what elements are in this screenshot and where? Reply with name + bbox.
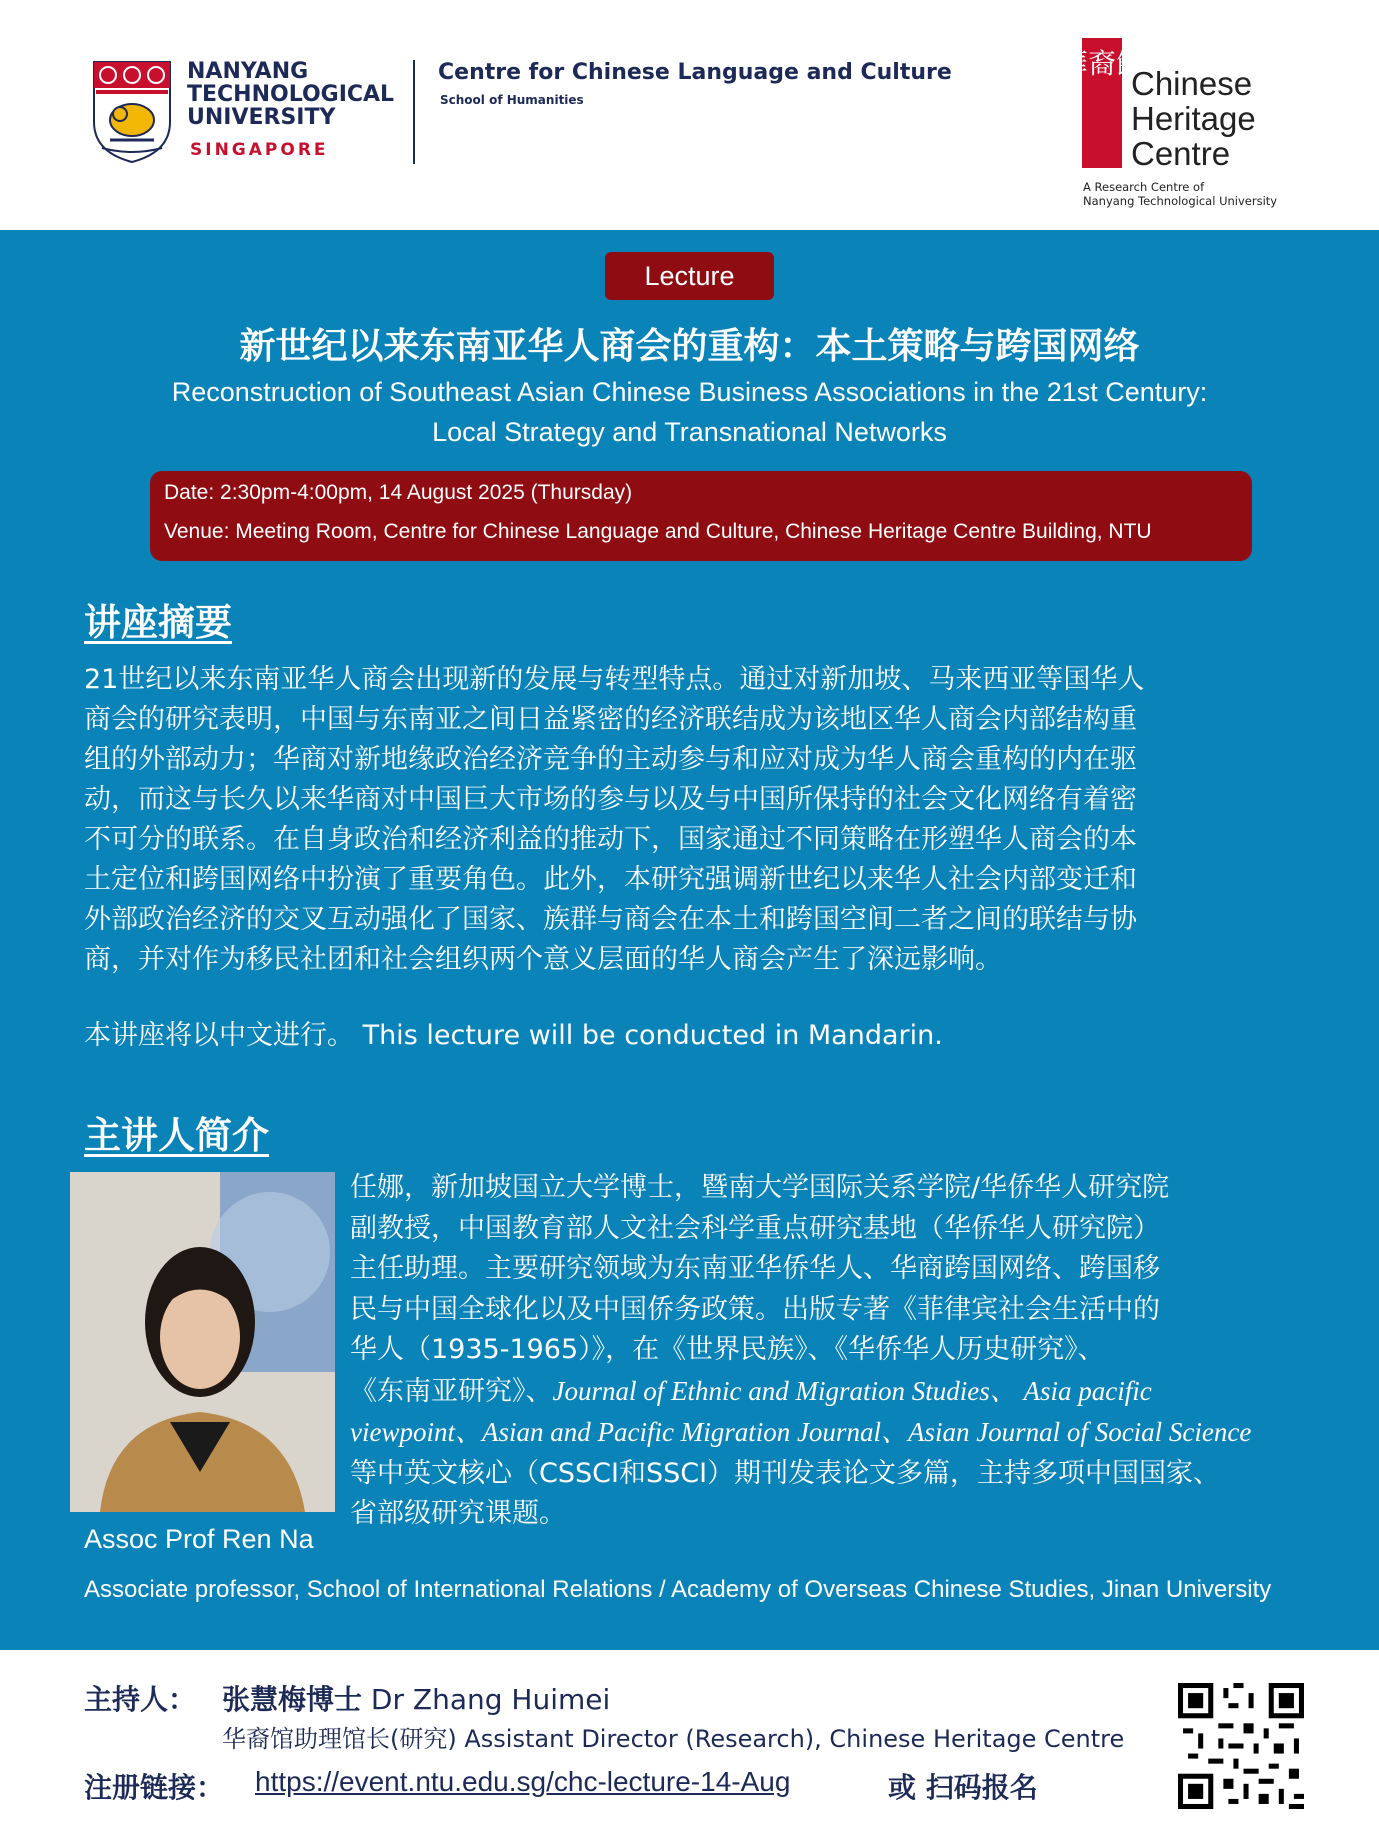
abstract-line: 土定位和跨国网络中扮演了重要角色。此外，本研究强调新世纪以来华人社会内部变迁和 (84, 864, 1137, 895)
host-label: 主持人： (84, 1683, 197, 1716)
language-note: 本讲座将以中文进行。 This lecture will be conducted in Mandarin. (84, 1020, 943, 1051)
centre-school: School of Humanities (440, 93, 584, 107)
abstract-heading: 讲座摘要 (84, 601, 232, 644)
header-divider (413, 60, 415, 164)
title-english-line: Local Strategy and Transnational Networks (432, 417, 947, 447)
bio-line (350, 1412, 1251, 1454)
registration-scan-note: 或 扫码报名 (888, 1771, 1038, 1804)
speaker-photo (70, 1172, 335, 1512)
abstract-line: 商会的研究表明，中国与东南亚之间日益紧密的经济联结成为该地区华人商会内部结构重 (84, 704, 1137, 735)
venue-line (164, 520, 1152, 544)
bio-line: 等中英文核心（CSSCI和SSCI）期刊发表论文多篇，主持多项中国国家、 (350, 1457, 1221, 1489)
chc-name-line: Heritage (1131, 100, 1256, 137)
bio-line (350, 1371, 1251, 1413)
bio-line: 副教授，中国教育部人文社会科学重点研究基地（华侨华人研究院） (350, 1212, 1160, 1244)
abstract-line: 21世纪以来东南亚华人商会出现新的发展与转型特点。通过对新加坡、马来西亚等国华人 (84, 664, 1145, 695)
chc-name (1131, 66, 1256, 171)
speaker-heading: 主讲人简介 (84, 1114, 269, 1157)
abstract-line: 商，并对作为移民社团和社会组织两个意义层面的华人商会产生了深远影响。 (84, 944, 1002, 975)
centre-title: Centre for Chinese Language and Culture (438, 60, 952, 85)
date-label: Date: (164, 481, 215, 504)
abstract-line: 组的外部动力；华商对新地缘政治经济竞争的主动参与和应对成为华人商会重构的内在驱 (84, 744, 1137, 775)
chc-name-line: Chinese (1131, 65, 1253, 102)
ntu-name (187, 60, 394, 129)
ntu-crest-logo (92, 60, 172, 164)
chc-subtitle (1083, 180, 1277, 208)
title-chinese: 新世纪以来东南亚华人商会的重构：本土策略与跨国网络 (239, 326, 1140, 367)
abstract-text (84, 660, 1304, 980)
speaker-name: Assoc Prof Ren Na (84, 1524, 314, 1554)
bio-journal-names: Journal of Ethnic and Migration Studies、 Asia pacific (552, 1375, 1152, 1406)
bio-line: 省部级研究课题。 (350, 1498, 566, 1529)
host-name (222, 1678, 610, 1718)
title-english (0, 372, 1379, 452)
chc-subtitle-line: Nanyang Technological University (1083, 194, 1278, 208)
lecture-badge: Lecture (605, 252, 774, 300)
registration-link[interactable]: https://event.ntu.edu.sg/chc-lecture-14-Aug (255, 1766, 791, 1797)
host-name-en: Dr Zhang Huimei (362, 1683, 611, 1716)
abstract-line: 不可分的联系。在自身政治和经济利益的推动下，国家通过不同策略在形塑华人商会的本 (84, 824, 1137, 855)
ntu-name-line: UNIVERSITY (187, 105, 336, 130)
title-english-line: Reconstruction of Southeast Asian Chinese Business Associations in the 21st Century: (171, 377, 1208, 407)
svg-text:華裔館: 華裔館 (1059, 47, 1145, 80)
ntu-name-line: NANYANG (187, 59, 309, 84)
chc-subtitle-line: A Research Centre of (1083, 180, 1205, 194)
date-line (164, 481, 632, 505)
bio-line: 任娜，新加坡国立大学博士，暨南大学国际关系学院/华侨华人研究院 (350, 1172, 1170, 1203)
qr-code-icon[interactable] (1178, 1683, 1304, 1809)
venue-label: Venue: (164, 520, 230, 543)
bio-line: 华人（1935-1965）》，在《世界民族》、《华侨华人历史研究》、 (350, 1334, 1105, 1365)
bio-text: 《东南亚研究》、 (350, 1375, 553, 1407)
ntu-country: SINGAPORE (190, 140, 329, 160)
ntu-name-line: TECHNOLOGICAL (187, 82, 395, 107)
event-info-box (150, 471, 1252, 561)
chc-seal-logo (1059, 38, 1145, 168)
host-name-zh: 张慧梅博士 (222, 1683, 363, 1716)
abstract-line: 外部政治经济的交叉互动强化了国家、族群与商会在本土和跨国空间二者之间的联结与协 (84, 904, 1137, 935)
date-value: 2:30pm-4:00pm, 14 August 2025 (Thursday) (214, 481, 633, 504)
speaker-bio (350, 1168, 1251, 1535)
speaker-affiliation: Associate professor, School of International Relations / Academy of Overseas Chinese Studies, Jinan University (84, 1576, 1272, 1603)
venue-value: Meeting Room, Centre for Chinese Language and Culture, Chinese Heritage Centre Building, NTU (229, 520, 1152, 543)
header (0, 0, 1379, 230)
registration-label: 注册链接： (84, 1771, 225, 1804)
bio-line: 主任助理。主要研究领域为东南亚华侨华人、华商跨国网络、跨国移 (350, 1253, 1160, 1284)
chc-name-line: Centre (1131, 135, 1231, 172)
host-title: 华裔馆助理馆长(研究) Assistant Director (Research), Chinese Heritage Centre (222, 1725, 1125, 1753)
bio-line: 民与中国全球化以及中国侨务政策。出版专著《菲律宾社会生活中的 (350, 1293, 1160, 1325)
abstract-line: 动，而这与长久以来华商对中国巨大市场的参与以及与中国所保持的社会文化网络有着密 (84, 784, 1137, 815)
bio-journal-names: viewpoint、Asian and Pacific Migration Journal、Asian Journal of Social Science (350, 1417, 1252, 1447)
